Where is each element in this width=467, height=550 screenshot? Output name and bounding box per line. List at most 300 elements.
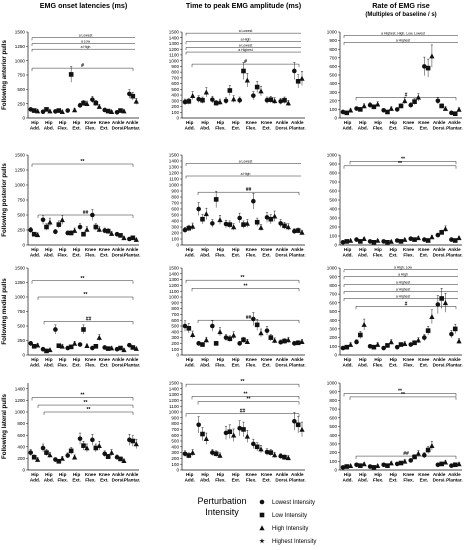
category-label: Ankle [125,120,139,125]
data-point [94,225,99,230]
category-label: Flex. [403,362,414,368]
data-point [269,335,274,340]
category-label: Ext. [231,362,241,368]
y-tick-label: 1000 [14,182,25,188]
row-label: Following medial pulls [1,278,8,345]
category-label: Add. [342,125,353,131]
data-point [72,341,77,346]
y-tick-label: 200 [329,98,337,104]
category-label: Plantar. [123,125,141,131]
data-point [69,231,74,236]
y-tick-label: 400 [329,317,337,323]
significance-label: ** [83,400,88,407]
y-tick-label: 0 [334,467,337,473]
data-point [28,228,33,233]
y-tick-label: 1400 [168,271,179,277]
category-label: Flex. [57,362,68,368]
column-title: Rate of EMG rise [372,1,430,10]
y-tick-label: 800 [171,69,179,75]
significance-label: ** [80,275,85,282]
category-label: Hip [359,120,367,125]
category-label: Knee [418,472,430,477]
y-tick-label: 500 [171,212,179,218]
y-tick-label: 900 [171,64,179,69]
data-point [426,66,431,71]
category-label: Knee [260,472,273,477]
data-point [84,343,89,348]
y-tick-label: 800 [329,46,337,52]
y-tick-label: 800 [329,170,337,176]
y-tick-label: 0 [176,115,179,121]
y-tick-label: 200 [171,230,179,236]
chart-panels [15,29,463,482]
data-point [282,98,287,103]
category-label: Ext. [72,362,81,368]
category-label: Add. [342,362,353,368]
category-label: Knee [84,472,97,477]
y-tick-label: 1000 [168,294,179,300]
category-label: Hip [374,247,382,252]
y-tick-label: 600 [329,300,337,306]
data-point [97,335,102,340]
category-label: Hip [58,247,67,252]
y-tick-label: 300 [329,326,337,332]
category-label: Flex. [403,125,414,131]
y-tick-label: 1300 [168,277,179,283]
y-tick-label: 600 [17,432,25,438]
category-label: Hip [343,120,352,125]
data-point [292,69,297,74]
category-label: Ext. [419,362,429,368]
data-point [422,453,427,458]
data-point [241,427,246,432]
comparison-label: a Highest [395,280,411,285]
significance-label: ## [403,451,409,458]
significance-label: ** [401,391,405,398]
data-point [265,328,270,333]
y-tick-label: 500 [329,197,337,203]
category-label: Knee [260,357,273,362]
category-label: Ext. [419,125,429,131]
y-tick-label: 0 [176,352,179,358]
data-point [187,99,192,104]
y-tick-label: 900 [171,415,179,421]
data-point [200,98,205,103]
data-point [187,453,192,458]
y-tick-label: 600 [329,188,337,194]
comparison-label: a Highest [395,287,411,292]
chart-panel [169,379,306,482]
category-label: Hip [31,247,39,252]
data-point [296,228,301,233]
category-label: Hip [201,472,209,477]
category-label: Add. [29,362,41,368]
data-point [358,333,363,338]
data-point [429,443,434,448]
category-label: Flex. [57,252,68,258]
category-label: Abd. [43,125,54,131]
y-tick-label: 1500 [14,152,25,158]
category-label: Ext. [389,362,398,368]
data-point [196,207,201,212]
y-tick-label: 800 [171,421,179,427]
data-point [41,218,46,223]
data-point [228,222,233,227]
y-tick-label: 700 [171,427,179,432]
comparison-label: a Highest [395,294,411,299]
category-label: Knee [84,120,97,125]
data-point [131,94,136,99]
comparison-label: a Highest [395,38,411,43]
y-tick-label: 200 [171,104,179,110]
y-tick-label: 400 [329,81,337,87]
comparison-label: a High [398,272,408,277]
category-label: Abd. [199,252,211,258]
category-label: Hip [389,120,398,125]
data-point [60,456,65,461]
data-point [453,462,458,467]
category-label: Ext. [72,477,81,483]
data-point [214,101,219,106]
y-tick-label: 1000 [14,58,25,64]
data-point [228,88,233,93]
category-label: Plantar. [123,477,141,483]
category-label: Hip [58,472,67,477]
category-label: Hip [343,357,352,362]
row-label: Following posterior pulls [1,163,8,237]
data-point [28,450,33,455]
data-point [187,326,192,331]
y-tick-label: 700 [171,200,179,206]
data-point [204,337,209,342]
category-label: Knee [98,247,110,252]
y-tick-label: 1000 [326,152,337,158]
y-tick-label: 1100 [169,403,179,409]
y-tick-label: 750 [17,309,25,315]
y-tick-label: 0 [176,467,179,473]
significance-label: ** [243,283,248,290]
category-label: Abd. [199,125,211,131]
data-point [255,220,260,225]
y-tick-label: 1500 [168,380,179,386]
category-label: Abd. [357,362,368,368]
y-tick-label: 100 [329,343,337,349]
significance-label: ** [398,160,402,167]
y-tick-label: 300 [329,441,337,447]
data-point [344,111,349,116]
category-label: Add. [29,125,41,131]
data-point [210,221,215,226]
category-label: Knee [98,357,110,362]
data-point [69,72,74,77]
legend-title: Intensity [205,507,239,517]
significance-label: # [404,301,408,308]
data-point [44,450,49,455]
y-tick-label: 900 [329,389,337,395]
data-point [251,93,256,98]
category-label: Flex. [215,362,226,368]
category-label: Dorsi. [432,125,446,131]
category-label: Ankle [275,357,289,362]
data-point [453,111,458,116]
data-point [389,339,394,344]
data-point [375,342,380,347]
y-tick-label: 1500 [14,29,25,35]
data-point [237,216,242,221]
significance-label: ## [82,210,89,216]
data-point [429,314,434,319]
y-tick-label: 700 [171,312,179,317]
data-point [32,455,37,460]
y-tick-label: 800 [329,283,337,288]
category-label: Ext. [231,477,241,483]
category-label: Add. [184,252,195,258]
data-point [255,323,260,328]
category-label: Knee [245,247,257,252]
significance-label: ** [80,159,85,165]
category-label: Dorsi. [111,362,125,368]
category-label: Hip [216,247,225,252]
data-point [399,104,404,109]
y-tick-label: 1500 [14,265,25,271]
data-point [258,225,263,230]
category-label: Knee [403,357,415,362]
category-label: Hip [201,247,209,252]
category-label: Flex. [85,252,96,258]
category-label: Ankle [291,120,304,125]
data-point [299,427,304,432]
data-point [214,341,219,346]
column-title: Time to peak EMG amplitude (ms) [185,1,302,10]
y-tick-label: 250 [17,338,25,344]
category-label: Add. [29,477,41,483]
category-label: Plantar. [123,252,141,258]
category-label: Abd. [357,125,368,131]
legend-item-label: High Intensity [272,526,309,532]
category-label: Ext. [262,252,271,258]
category-label: Add. [184,477,195,483]
data-point [344,345,349,350]
y-tick-label: 1400 [14,386,25,392]
category-label: Hip [374,357,382,362]
y-tick-label: 200 [171,456,179,461]
data-point [429,234,434,239]
significance-label: # [244,59,247,66]
data-point [282,455,287,460]
category-label: Abd. [43,477,54,483]
y-tick-label: 900 [329,274,337,280]
data-point [81,232,86,237]
category-label: Knee [98,472,110,477]
category-label: Ankle [275,472,289,477]
y-tick-label: 400 [17,444,25,450]
category-label: Plantar. [289,125,306,131]
data-point [258,330,263,335]
category-label: Flex. [215,477,226,483]
category-label: Dorsi. [275,362,289,368]
data-point [299,76,304,81]
chart-panel [169,29,306,130]
category-label: Hip [31,357,39,362]
data-point [106,454,111,459]
data-point [118,346,123,351]
category-label: Hip [58,120,67,125]
data-point [443,226,448,231]
category-label: Ext. [100,477,109,483]
y-tick-label: 500 [17,86,25,92]
y-tick-label: 400 [171,92,179,98]
category-label: Add. [342,252,353,258]
category-label: Plantar. [446,125,463,131]
category-label: Hip [72,120,81,125]
legend-marker [259,525,264,530]
category-label: Ext. [262,362,271,368]
category-label: Plantar. [123,362,141,368]
data-point [429,53,434,58]
data-point [456,107,461,112]
category-label: Knee [245,472,257,477]
category-label: Add. [184,125,195,131]
category-label: Hip [58,357,67,362]
data-point [78,342,83,347]
category-label: Plantar. [289,252,306,258]
y-tick-label: 300 [329,89,337,95]
category-label: Ext. [419,252,429,258]
category-label: Hip [216,357,225,362]
category-label: Ankle [432,357,446,362]
data-point [412,341,417,346]
data-point [453,327,458,332]
data-point [453,238,458,243]
category-label: Flex. [57,125,68,131]
data-point [231,96,236,101]
data-point [269,450,274,455]
category-label: Ext. [262,477,271,483]
category-label: Hip [31,120,39,125]
data-point [190,450,195,455]
y-tick-label: 1400 [168,35,179,41]
y-tick-label: 1200 [168,283,179,288]
category-label: Ankle [448,472,461,477]
y-tick-label: 1100 [169,176,179,182]
chart-panel [327,381,463,483]
y-tick-label: 100 [329,233,337,239]
y-tick-label: 1000 [168,58,179,64]
y-tick-label: 900 [329,38,337,44]
y-tick-label: 300 [171,224,179,230]
category-label: Ankle [275,120,289,125]
category-label: Dorsi. [275,477,289,483]
data-point [255,445,260,450]
significance-label: ** [83,292,88,298]
y-tick-label: 1100 [169,288,179,294]
category-label: Knee [84,357,97,362]
y-tick-label: 400 [329,206,337,212]
data-point [78,225,83,230]
data-point [282,224,287,229]
data-point [72,228,77,233]
data-point [426,448,431,453]
data-point [109,450,114,455]
y-tick-label: 1200 [168,46,179,52]
row-label: Following lateral pulls [1,394,8,459]
y-tick-label: 200 [329,450,337,456]
data-point [94,446,99,451]
data-point [241,338,246,343]
y-tick-label: 1500 [168,29,179,35]
data-point [210,324,215,329]
data-point [200,432,205,437]
category-label: Hip [359,357,367,362]
y-tick-label: 100 [329,107,337,112]
y-tick-label: 600 [329,64,337,69]
data-point [200,217,205,222]
significance-label: ** [80,392,85,399]
category-label: Flex. [372,252,384,258]
y-tick-label: 100 [171,461,179,467]
data-point [272,214,277,219]
data-point [362,103,367,108]
y-tick-label: 500 [171,323,179,329]
y-tick-label: 1000 [326,380,337,386]
category-label: Hip [201,120,209,125]
y-tick-label: 0 [22,242,25,248]
y-tick-label: 500 [17,212,25,218]
significance-label: ** [86,407,91,413]
chart-panel [15,383,141,483]
category-label: Flex. [372,125,384,131]
category-label: Ext. [231,252,241,258]
category-label: Dorsi. [432,362,446,368]
data-point [57,222,62,227]
legend [197,496,316,545]
category-label: Dorsi. [275,252,289,258]
y-tick-label: 200 [329,224,337,230]
significance-label: ** [398,388,402,395]
category-label: Hip [232,120,240,125]
data-point [449,332,454,337]
category-label: Ankle [111,120,125,125]
category-label: Knee [418,247,430,252]
category-label: Plantar. [446,362,463,368]
chart-panel [169,153,306,258]
data-point [348,342,353,347]
category-label: Hip [45,120,53,125]
significance-label: ## [85,316,92,323]
data-point [47,220,52,225]
data-point [416,451,421,456]
data-point [456,235,461,240]
y-tick-label: 500 [329,309,337,315]
data-point [65,108,70,113]
comparison-label: a Lowest [238,159,253,164]
y-tick-label: 1200 [168,170,179,176]
category-label: Dorsi. [111,125,125,131]
category-label: Ankle [448,357,461,362]
y-tick-label: 1250 [14,43,25,49]
data-point [65,453,70,458]
data-point [44,107,49,112]
data-point [224,99,229,104]
category-label: Abd. [199,362,211,368]
y-tick-label: 1400 [168,386,179,392]
data-point [385,240,390,245]
data-point [94,344,99,349]
y-tick-label: 800 [329,398,337,403]
y-tick-label: 100 [171,109,179,115]
category-label: Dorsi. [432,477,446,483]
category-label: Dorsi. [111,252,125,258]
